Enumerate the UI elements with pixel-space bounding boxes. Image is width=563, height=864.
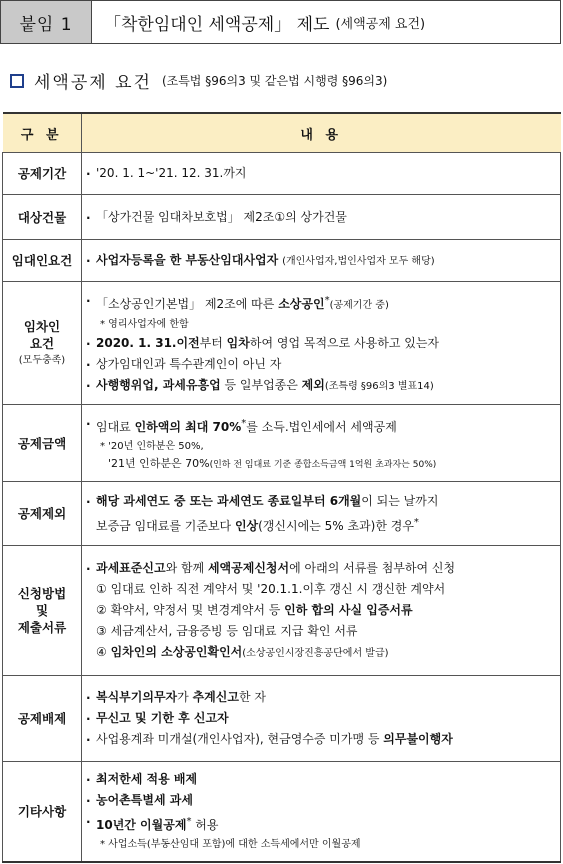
row-content [82, 482, 561, 546]
document-header [0, 0, 561, 44]
content-line: . 과세표준신고와 함께 세액공제신청서에 아래의 서류를 첨부하여 신청 [86, 558, 554, 579]
content-line: . '20. 1. 1~'21. 12. 31.까지 [86, 163, 554, 184]
title-subtitle: (세액공제 요건) [335, 16, 426, 32]
row-category: 기타사항 [3, 762, 82, 862]
footnote: * '20년 인하분은 50%, [100, 440, 204, 452]
row-category: 대상건물 [3, 195, 82, 240]
footnote: * 사업소득(부동산임대 포함)에 대한 소득세에서만 이월공제 [100, 839, 361, 851]
content-line: . 「상가건물 임대차보호법」 제2조①의 상가건물 [86, 207, 554, 228]
table-row [3, 240, 561, 282]
list-item: ① 임대료 인하 직전 계약서 및 '20.1.1.이후 갱신 시 갱신한 계약서 [96, 581, 446, 596]
table-header-row [3, 113, 561, 153]
content-line: . 임대료 인하액의 최대 70%*를 소득.법인세에서 세액공제 [86, 413, 554, 438]
content-line: . 상가임대인과 특수관계인이 아닌 자 [86, 354, 554, 375]
row-content [82, 546, 561, 676]
content-line: . 「소상공인기본법」 제2조에 따른 소상공인*(공제기간 중) [86, 290, 554, 316]
row-content [82, 240, 561, 282]
row-content [82, 762, 561, 862]
row-category: 공제배제 [3, 676, 82, 762]
row-category: 임차인 요건 (모두충족) [3, 282, 82, 405]
table-row [3, 405, 561, 482]
table-row [3, 282, 561, 405]
row-category: 신청방법 및 제출서류 [3, 546, 82, 676]
header-content: 내 용 [82, 113, 561, 153]
row-content [82, 405, 561, 482]
content-line: . 최저한세 적용 배제 [86, 769, 554, 790]
content-line: . 사업자등록을 한 부동산임대사업자 (개인사업자,법인사업자 모두 해당) [86, 250, 554, 272]
table-row [3, 195, 561, 240]
row-category: 공제금액 [3, 405, 82, 482]
content-line: . 사업용계좌 미개설(개인사업자), 현금영수증 미가맹 등 의무불이행자 [86, 729, 554, 750]
header-category: 구 분 [3, 113, 82, 153]
row-content [82, 676, 561, 762]
content-line: 보증금 임대료를 기준보다 인상(갱신시에는 5% 초과)한 경우* [96, 516, 419, 533]
content-line: . 해당 과세연도 중 또는 과세연도 종료일부터 6개월이 되는 날까지 [86, 491, 554, 512]
row-content [82, 195, 561, 240]
content-line: . 농어촌특별세 과세 [86, 790, 554, 811]
document-title [92, 1, 560, 43]
section-reference: (조특법 §96의3 및 같은법 시행령 §96의3) [161, 74, 388, 88]
footnote: '21년 인하분은 70%(인하 전 임대료 기준 종합소득금액 1억원 초과자는 50%) [108, 456, 437, 470]
table-row [3, 482, 561, 546]
table-row [3, 676, 561, 762]
content-line: . 10년간 이월공제* 허용 [86, 811, 554, 836]
attachment-tag: 붙임 1 [1, 1, 92, 43]
content-line: . 사행행위업, 과세유흥업 등 일부업종은 제외(조특령 §96의3 별표14) [86, 375, 554, 397]
list-item: ④ 임차인의 소상공인확인서(소상공인시장진흥공단에서 발급) [96, 644, 389, 659]
row-content [82, 282, 561, 405]
list-item: ② 확약서, 약정서 및 변경계약서 등 인하 합의 사실 입증서류 [96, 602, 413, 617]
table-row [3, 762, 561, 862]
row-category: 임대인요건 [3, 240, 82, 282]
row-content [82, 153, 561, 195]
row-category: 공제제외 [3, 482, 82, 546]
content-line: . 무신고 및 기한 후 신고자 [86, 708, 554, 729]
section-title: 세액공제 요건 [34, 73, 152, 93]
row-category: 공제기간 [3, 153, 82, 195]
requirements-table [2, 112, 561, 863]
table-row [3, 153, 561, 195]
table-row [3, 546, 561, 676]
footnote: * 영리사업자에 한함 [100, 318, 189, 330]
square-bullet-icon [10, 74, 24, 88]
section-heading [10, 68, 387, 93]
list-item: ③ 세금계산서, 금융증빙 등 임대료 지급 확인 서류 [96, 623, 358, 638]
content-line: . 2020. 1. 31.이전부터 임차하여 영업 목적으로 사용하고 있는자 [86, 333, 554, 354]
title-text: 「착한임대인 세액공제」 제도 [104, 14, 330, 35]
content-line: . 복식부기의무자가 추계신고한 자 [86, 687, 554, 708]
